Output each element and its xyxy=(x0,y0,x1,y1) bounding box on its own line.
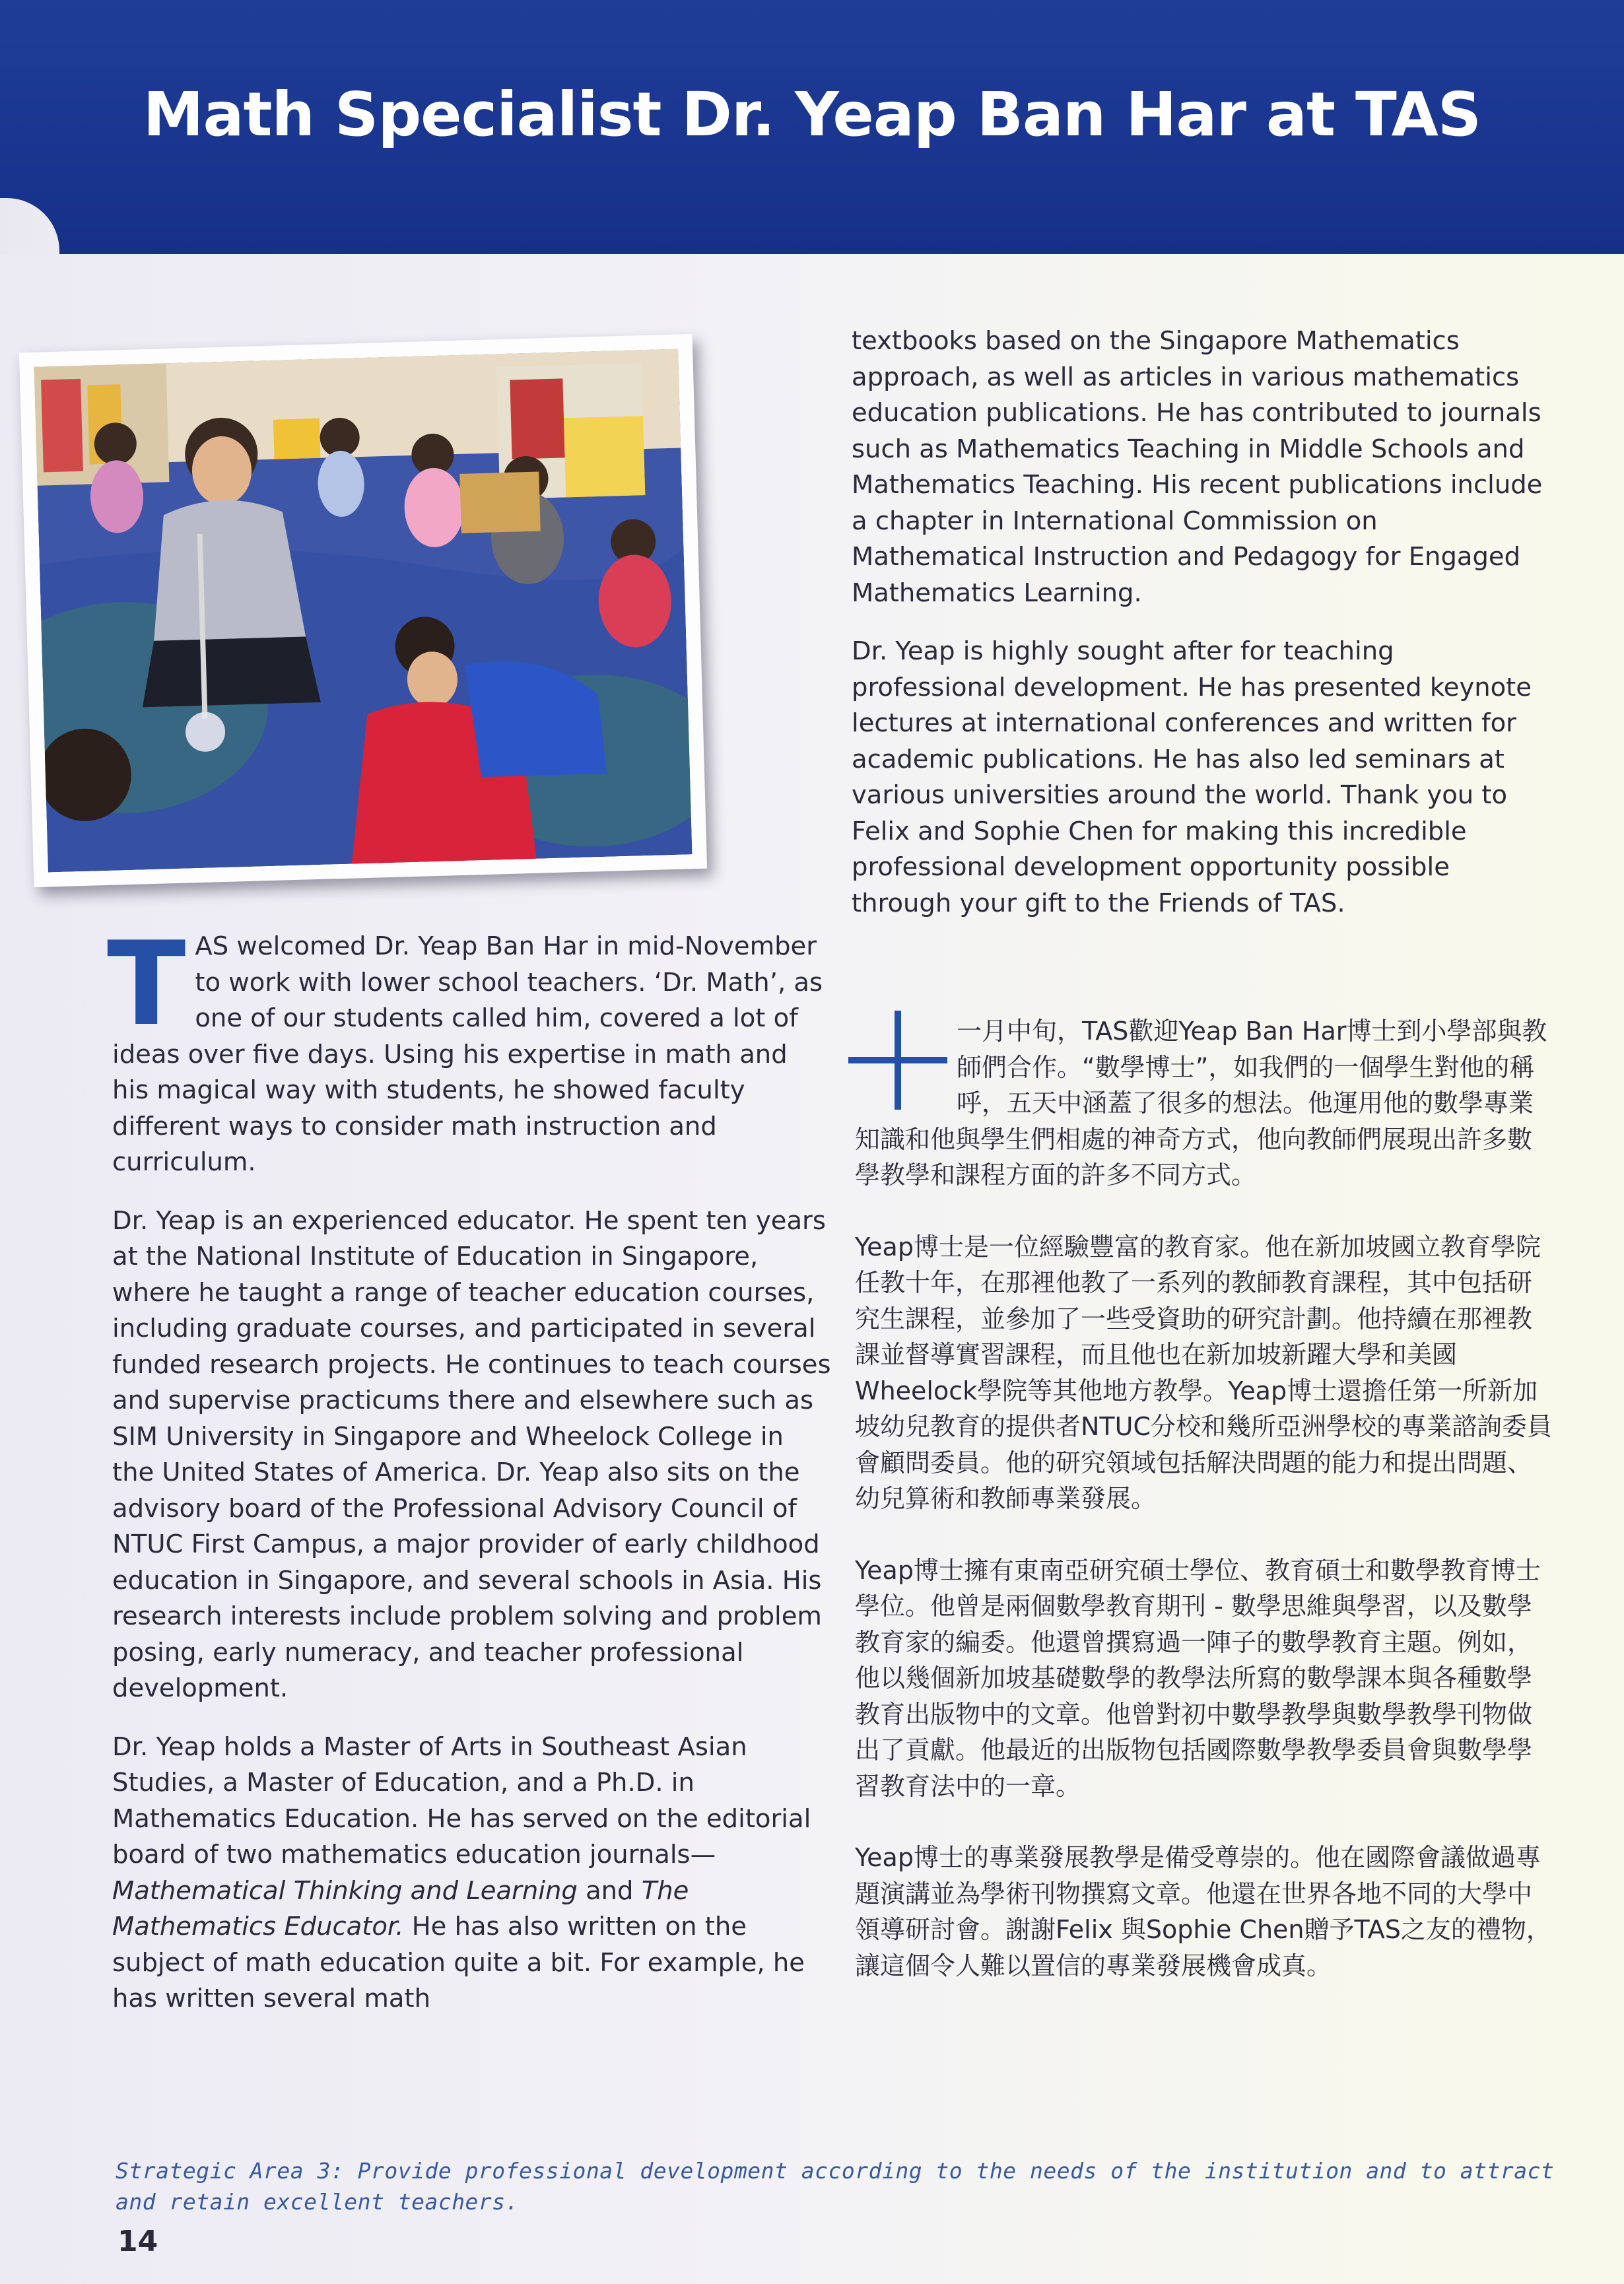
chinese-paragraph-2: Yeap博士是一位經驗豐富的教育家。他在新加坡國立教育學院任教十年，在那裡他教了一系列的教師教育課程，其中包括研究生課程，並參加了一些受資助的研究計劃。他持續在那裡教課並督導實習課程，而且他也在新加坡新躍大學和美國Wheelock學院等其他地方教學。Yeap博士還擔任第一所新加坡幼兒教育的提供者NTUC分校和幾所亞洲學校的專業諮詢委員會顧問委員。他的研究領域包括解決問題的能力和提出問題、幼兒算術和教師專業發展。 xyxy=(855,1232,1552,1513)
chinese-paragraph-1-text: 一月中旬，TAS歡迎Yeap Ban Har博士到小學部與教師們合作。“數學博士”，如我們的一個學生對他的稱呼，五天中涵蓋了很多的想法。他運用他的數學專業知識和他與學生們相處的神奇方式，他向教師們展現出許多數學教學和課程方面的許多不同方式。 xyxy=(855,1017,1547,1190)
chinese-paragraph-3: Yeap博士擁有東南亞研究碩士學位、教育碩士和數學教育博士學位。他曾是兩個數學教育期刊 - 數學思維與學習，以及數學教育家的編委。他還曾撰寫過一陣子的數學教育主題。例如，他以幾個新加坡基礎數學的教學法所寫的數學課本與各種數學教育出版物中的文章。他曾對初中數學教學與數學教學刊物做出了貢獻。他最近的出版物包括國際數學教學委員會與數學學習教育法中的一章。 xyxy=(855,1555,1541,1801)
journal-title-1: Mathematical Thinking and Learning xyxy=(112,1875,578,1906)
strategic-area-note: Strategic Area 3: Provide professional development according to the needs of the institution and to attract and retain excellent teachers. xyxy=(116,2158,1555,2215)
chinese-paragraph-1 xyxy=(855,1013,1555,1193)
classroom-photo-illustration xyxy=(34,349,692,873)
english-paragraph-4: textbooks based on the Singapore Mathematics approach, as well as articles in various mathematics education publications. He has contributed to journals such as Mathematics Teaching in Middle Schools and Mathematics Teaching. His recent publications include a chapter in International Commission on Mathematical Instruction and Pedagogy for Engaged Mathematics Learning. xyxy=(852,326,1543,608)
english-paragraph-2: Dr. Yeap is an experienced educator. He spent ten years at the National Institute of Education in Singapore, where he taught a range of teacher education courses, including graduate courses, and participated in several funded research projects. He continues to teach courses and supervise practicums there and elsewhere such as SIM University in Singapore and Wheelock College in the United States of America. Dr. Yeap also sits on the advisory board of the Professional Advisory Council of NTUC First Campus, a major provider of early childhood education in Singapore, and several schools in Asia. His research interests include problem solving and problem posing, early numeracy, and teacher professional development. xyxy=(112,1205,831,1703)
english-column-left xyxy=(107,918,832,2040)
english-paragraph-1-text: AS welcomed Dr. Yeap Ban Har in mid-November to work with lower school teachers. ‘Dr. Math’, as one of our students called him, covered a lot of ideas over five days. Using his expertise in math and his magical way with students, he showed faculty different ways to consider math instruction and curriculum. xyxy=(112,931,823,1177)
chinese-column xyxy=(855,1013,1555,2019)
drop-cap-letter: T xyxy=(107,918,186,1052)
english-paragraph-3-a: Dr. Yeap holds a Master of Arts in Southeast Asian Studies, a Master of Education, and a Ph.D. in Mathematics Education. He has served on the editorial board of two mathematics education journals— xyxy=(112,1731,811,1869)
classroom-photo-frame xyxy=(19,334,707,887)
header-banner xyxy=(0,0,1624,254)
english-paragraph-5: Dr. Yeap is highly sought after for teaching professional development. He has presented keynote lectures at international conferences and written for academic publications. He has also led seminars at various universities around the world. Thank you to Felix and Sophie Chen for making this incredible professional development opportunity possible through your gift to the Friends of TAS. xyxy=(852,636,1532,918)
english-column-right xyxy=(852,323,1551,944)
chinese-paragraph-4: Yeap博士的專業發展教學是備受尊崇的。他在國際會議做過專題演講並為學術刊物撰寫文章。他還在世界各地不同的大學中領導研討會。謝謝Felix 與Sophie Chen贈予TAS之友的禮物，讓這個令人難以置信的專業發展機會成真。 xyxy=(855,1843,1551,1980)
english-paragraph-3-b: and xyxy=(577,1875,642,1906)
journal-title-2: The Mathematics Educator. xyxy=(112,1875,689,1941)
page-number: 14 xyxy=(118,2225,158,2258)
english-paragraph-3-c: He has also written on the subject of math education quite a bit. For example, he has written several math xyxy=(112,1912,805,2013)
english-paragraph-1 xyxy=(107,918,832,1181)
english-paragraph-3 xyxy=(112,1730,832,2017)
chinese-drop-cap xyxy=(848,1011,947,1110)
classroom-photo xyxy=(34,349,692,873)
page-title: Math Specialist Dr. Yeap Ban Har at TAS xyxy=(143,79,1481,150)
